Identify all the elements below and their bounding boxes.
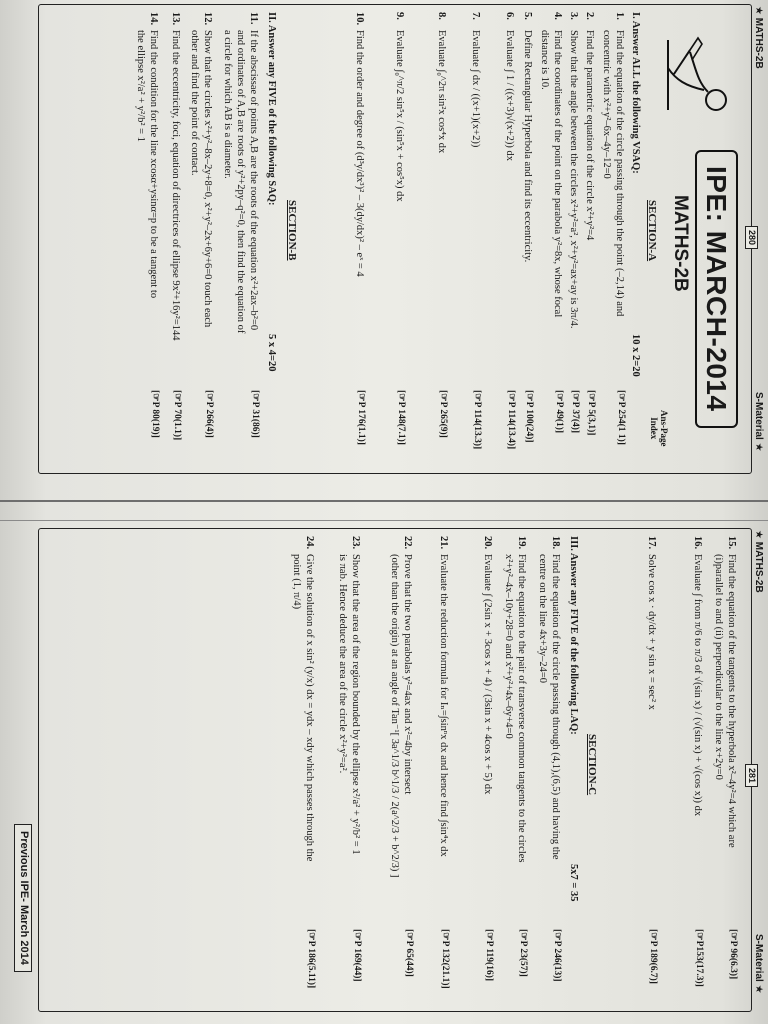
answer-page-reference: [☞P 114(13.4)]	[506, 390, 516, 450]
question-number: 14.	[148, 12, 159, 26]
question-number: 10.	[354, 12, 365, 26]
question-number: 8.	[436, 12, 447, 20]
question-text-continued: (other than the origin) at an angle of Tan⁻¹[ 3a^1/3 b^1/3 / 2(a^2/3 + b^2/3) ]	[389, 554, 400, 878]
question-row	[503, 12, 516, 161]
question-text-continued: and ordinates of A,B are roots of y²+2py–q²=0, then find the equation of	[235, 30, 246, 334]
question-number: 22.	[402, 536, 413, 550]
page-number: 280	[745, 226, 758, 249]
answer-page-reference: [☞P 5(3,1)]	[586, 390, 596, 436]
answer-page-reference: [☞P 254(1 1)]	[616, 390, 626, 445]
question-number: 2.	[584, 12, 595, 20]
section-a-heading: SECTION-A	[646, 200, 658, 262]
section-b-heading: SECTION-B	[286, 200, 298, 261]
question-row	[437, 536, 450, 857]
answer-page-reference: [☞P 114(13.3)]	[472, 390, 482, 450]
page-header-right: S-Material ★	[753, 934, 764, 994]
question-text: Evaluate ∫ 1 / ((x+3)√(x+2)) dx	[504, 30, 515, 161]
question-number: 23.	[350, 536, 361, 550]
question-text-continued: is πab. Hence deduce the area of the circle x²+y²=a².	[337, 554, 348, 774]
answer-index-label-line1: Ans-Page	[659, 410, 669, 447]
question-text: Evaluate ∫ (2sin x + 3cos x + 4) / (3sin x + 4cos x + 5) dx	[482, 554, 493, 795]
question-text-continued: x²+y²–4x–10y+28=0 and x²+y²+4x–6y+4=0	[503, 554, 514, 739]
question-number: 12.	[202, 12, 213, 26]
question-row	[481, 536, 494, 794]
question-row	[551, 12, 564, 317]
answer-page-reference: [☞P 189(6.7)]	[648, 929, 658, 984]
page-fold-line-secondary	[0, 520, 768, 521]
question-text-continued: (i)parallel to and (ii) perpendicular to the line x+2y=0	[713, 554, 724, 780]
question-text-continued: distance is 10.	[539, 30, 550, 90]
question-text-continued: centre on the line 4x+3y–24=0	[537, 554, 548, 684]
question-row	[583, 12, 596, 240]
part3-heading: III. Answer any FIVE of the following LAQ:	[568, 536, 579, 735]
answer-page-reference: [☞P 80(19)]	[150, 390, 160, 438]
question-number: 7.	[470, 12, 481, 20]
question-page-281	[0, 524, 768, 1024]
question-number: 18.	[550, 536, 561, 550]
question-text: Find the equation of the circle passing through (4,1),(6,5) and having the	[550, 554, 561, 860]
question-text: Evaluate the reduction formula for Iₙ=∫sinⁿx dx and hence find ∫sin⁴x dx	[438, 554, 449, 857]
question-text: Solve cos x · dy/dx + y sin x = sec² x	[646, 554, 657, 710]
question-row	[725, 536, 738, 848]
answer-page-reference: [☞P 266(4)]	[204, 390, 214, 438]
question-row	[567, 12, 580, 329]
question-row	[393, 12, 406, 202]
question-text: Show that the area of the region bounded by the ellipse x²/a² + y²/b² = 1	[350, 554, 361, 855]
answer-page-reference: [☞P 176(1.1)]	[356, 390, 366, 445]
question-row	[201, 12, 214, 327]
question-number: 3.	[568, 12, 579, 20]
part2-heading: II. Answer any FIVE of the following SAQ:	[266, 12, 277, 206]
question-row	[515, 536, 528, 863]
question-text: Give the solution of x sin² (y/x) dx = ydx – xdy which passes through the	[304, 554, 315, 862]
question-row	[613, 12, 626, 316]
question-text: Find the equation to the pair of transverse common tangents to the circles	[516, 554, 527, 863]
question-number: 19.	[516, 536, 527, 550]
question-number: 4.	[552, 12, 563, 20]
question-text: Evaluate ∫₀^2π sin²x cos⁴x dx	[436, 30, 447, 154]
question-text: Prove that the two parabolas y²=4ax and x²=4by intersect	[402, 554, 413, 795]
question-text: Show that the circles x²+y²–8x–2y+8=0, x²+y²–2x+6y+6=0 touch each	[202, 30, 213, 328]
question-row	[645, 536, 658, 710]
exam-title: IPE: MARCH-2014	[695, 150, 738, 428]
question-number: 16.	[692, 536, 703, 550]
question-text-continued: point (1, π/4)	[291, 554, 302, 610]
page-header-left: ★ MATHS-2B	[753, 530, 764, 593]
section-c-heading: SECTION-C	[586, 734, 598, 796]
page-header-left: ★ MATHS-2B	[753, 6, 764, 69]
answer-page-reference: [☞P 100(24)]	[524, 390, 534, 443]
question-row	[401, 536, 414, 794]
page-number: 281	[745, 764, 758, 787]
answer-page-reference: [☞P 70(1.1)]	[172, 390, 182, 441]
part3-marks: 5x7 = 35	[568, 864, 579, 902]
question-text: Evaluate ∫ dx / ((x+1)(x+2))	[470, 30, 481, 148]
answer-page-reference: [☞P 31(86)]	[250, 390, 260, 438]
question-text-continued: the ellipse x²/a² + y²/b² = 1	[135, 30, 146, 142]
question-number: 20.	[482, 536, 493, 550]
question-text: Find the equation of the tangents to the hyperbola x²–4y²=4 which are	[726, 554, 737, 848]
answer-page-reference: [☞P 148(7.1)]	[396, 390, 406, 445]
question-number: 9.	[394, 12, 405, 20]
question-text-continued: a circle for which AB is a diameter.	[222, 30, 233, 179]
answer-page-reference: [☞P 23(57)]	[518, 929, 528, 977]
question-row	[169, 12, 182, 341]
page-header-right: S-Material ★	[753, 392, 764, 452]
question-row	[349, 536, 362, 855]
question-text: Evaluate ∫₀^π/2 sin⁵x / (sin⁵x + cos⁵x) dx	[394, 30, 405, 202]
question-text-continued: other and find the point of contact.	[189, 30, 200, 176]
answer-page-reference: [☞P 119(16)]	[484, 929, 494, 982]
question-text: Show that the angle between the circles x²+y²=a², x²+y²=ax+ay is 3π/4.	[568, 30, 579, 329]
page-fold-line	[0, 500, 768, 502]
answer-page-reference: [☞P 169(44)]	[352, 929, 362, 982]
question-page-280	[0, 0, 768, 480]
question-text: Define Rectangular Hyperbola and find its eccentricity.	[522, 30, 533, 263]
question-text: Find the coordinates of the point on the parabola y²=8x, whose focal	[552, 30, 563, 318]
answer-page-reference: [☞P 186(5.11)]	[306, 929, 316, 989]
answer-index-label	[648, 410, 668, 447]
footer-banner: Previous IPE- March 2014	[14, 824, 32, 972]
answer-page-reference: [☞P 96(6.3)]	[728, 929, 738, 980]
question-number: 1.	[614, 12, 625, 20]
question-text: Find the parametric equation of the circle x²+y²=4	[584, 30, 595, 241]
question-row	[521, 12, 534, 262]
question-row	[147, 12, 160, 298]
question-number: 15.	[726, 536, 737, 550]
part1-heading: I. Answer ALL the following VSAQ:	[630, 12, 641, 174]
question-number: 6.	[504, 12, 515, 20]
question-row	[303, 536, 316, 861]
question-row	[353, 12, 366, 277]
question-number: 5.	[522, 12, 533, 20]
answer-page-reference: [☞P 37(4)]	[570, 390, 580, 434]
question-number: 11.	[248, 12, 259, 25]
question-text: Find the equation of the circle passing through the point (–2,14) and	[614, 30, 625, 317]
question-text: If the abscissae of points A,B are the roots of the equation x²+2ax–b²=0	[248, 30, 259, 331]
answer-page-reference: [☞P 65(44)]	[404, 929, 414, 977]
question-number: 24.	[304, 536, 315, 550]
student-writing-illustration	[658, 30, 738, 120]
answer-index-label-line2: Index	[649, 417, 660, 440]
question-row	[247, 12, 260, 330]
question-row	[469, 12, 482, 147]
question-number: 21.	[438, 536, 449, 550]
question-text: Find the eccentricity, foci, equation of directrices of ellipse 9x²+16y²=144	[170, 30, 181, 341]
question-number: 13.	[170, 12, 181, 26]
answer-page-reference: [☞P 265(9)]	[438, 390, 448, 438]
answer-page-reference: [☞P 132(21.1)]	[440, 929, 450, 989]
answer-page-reference: [☞P 246(13)]	[552, 929, 562, 982]
question-number: 17.	[646, 536, 657, 550]
question-row	[691, 536, 704, 816]
question-row	[435, 12, 448, 153]
question-text: Find the condition for the line xcosα+ysinα=p to be a tangent to	[148, 30, 159, 299]
part1-marks: 10 x 2=20	[630, 334, 641, 377]
question-row	[549, 536, 562, 860]
answer-page-reference: [☞P153(17.3)]	[694, 929, 704, 987]
exam-subtitle: MATHS-2B	[670, 195, 691, 292]
question-text: Evaluate ∫ from π/6 to π/3 of √(sin x) / (√(sin x) + √(cos x)) dx	[692, 554, 703, 817]
answer-page-reference: [☞P 49(1)]	[554, 390, 564, 434]
part2-marks: 5 x 4=20	[266, 334, 277, 372]
question-text: Find the order and degree of (d³y/dx³)² – 3(dy/dx)² – eˣ = 4	[354, 30, 365, 277]
question-text-continued: concentric with x²+y²–6x–4y–12=0	[601, 30, 612, 179]
